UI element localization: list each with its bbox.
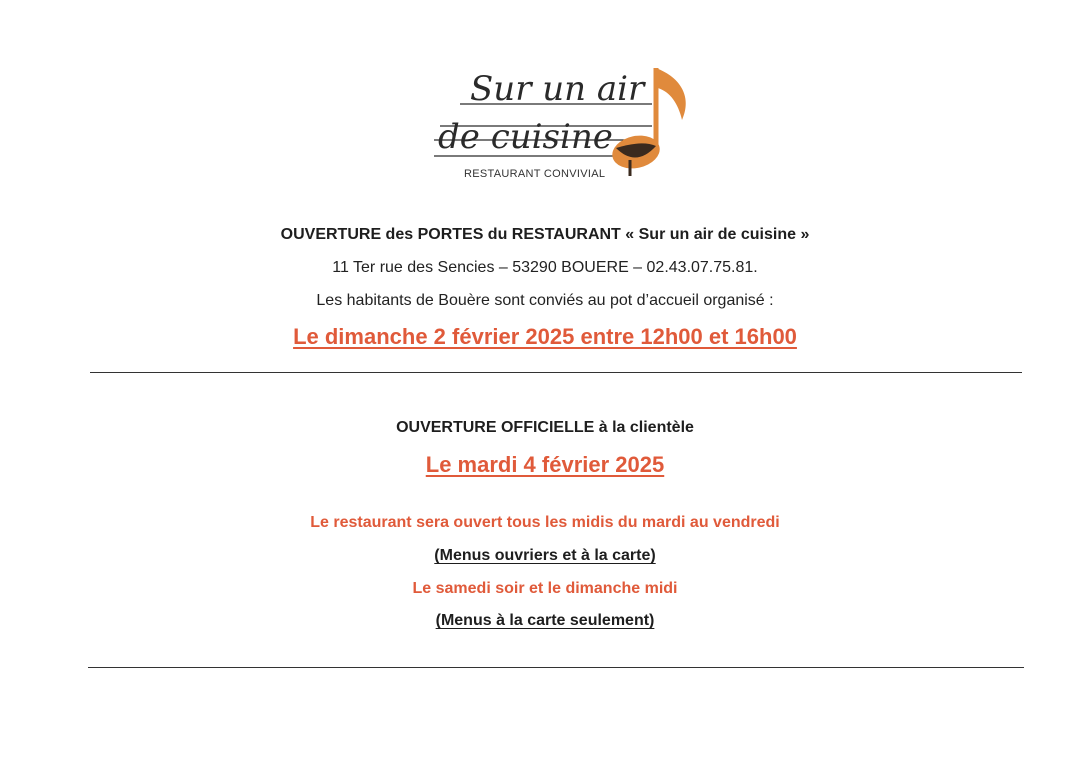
opening-date: Le dimanche 2 février 2025 entre 12h00 et 16h00	[293, 324, 797, 349]
restaurant-logo	[420, 48, 700, 188]
opening-title: OUVERTURE des PORTES du RESTAURANT « Sur un air de cuisine »	[280, 226, 810, 243]
divider-top	[90, 372, 1022, 373]
logo-tagline: RESTAURANT CONVIVIAL	[464, 168, 606, 180]
music-note-logo-icon	[420, 48, 700, 188]
logo-line1: Sur un air	[470, 69, 645, 109]
weekday-menu: (Menus ouvriers et à la carte)	[434, 547, 656, 564]
weekend-hours: Le samedi soir et le dimanche midi	[412, 580, 678, 597]
weekend-menu: (Menus à la carte seulement)	[435, 612, 655, 629]
official-date: Le mardi 4 février 2025	[425, 452, 665, 477]
divider-bottom	[88, 667, 1024, 668]
opening-invitation: Les habitants de Bouère sont conviés au pot d’accueil organisé :	[316, 292, 774, 309]
logo-line2: de cuisine	[438, 117, 613, 157]
official-title: OUVERTURE OFFICIELLE à la clientèle	[396, 419, 694, 436]
opening-address: 11 Ter rue des Sencies – 53290 BOUERE – 02.43.07.75.81.	[332, 259, 758, 276]
weekday-hours: Le restaurant sera ouvert tous les midis du mardi au vendredi	[310, 514, 780, 531]
